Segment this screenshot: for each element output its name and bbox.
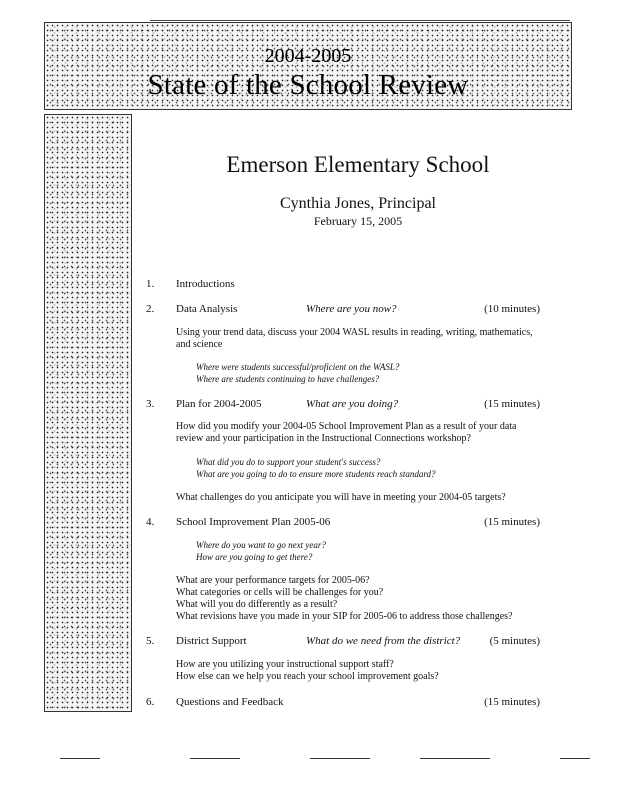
agenda-item-3-challenges: What challenges do you anticipate you will have in meeting your 2004-05 targets? <box>176 492 506 503</box>
decorative-sidebar <box>44 114 132 712</box>
principal-name: Cynthia Jones, Principal <box>280 195 436 212</box>
agenda-item-number: 4. <box>146 516 155 528</box>
agenda-item-label: Data Analysis <box>176 303 238 315</box>
review-date: February 15, 2005 <box>313 214 403 228</box>
agenda-item-question: Where are you now? <box>306 303 397 315</box>
scan-mark <box>310 758 370 759</box>
school-name: Emerson Elementary School <box>226 152 490 177</box>
agenda-item-5-line: How else can we help you reach your school improvement goals? <box>176 671 439 682</box>
agenda-item-question: What are you doing? <box>306 398 399 410</box>
agenda-item-time: (5 minutes) <box>489 635 540 647</box>
agenda-item-4-line: What are your performance targets for 2005-06? <box>176 575 370 586</box>
agenda-item-number: 1. <box>146 278 155 290</box>
banner-year: 2004-2005 <box>264 45 352 67</box>
agenda-item-time: (15 minutes) <box>484 516 540 528</box>
agenda-item-4-line: What categories or cells will be challenges for you? <box>176 587 384 598</box>
agenda-item-number: 3. <box>146 398 155 410</box>
agenda-item-4-prompt: How are you going to get there? <box>196 552 313 562</box>
agenda-item-time: (10 minutes) <box>484 303 540 315</box>
agenda-item-number: 2. <box>146 303 155 315</box>
agenda-item-label: Plan for 2004-2005 <box>176 398 262 410</box>
agenda-item-label: Introductions <box>176 278 235 290</box>
agenda-item-time: (15 minutes) <box>484 398 540 410</box>
agenda-item-time: (15 minutes) <box>484 696 540 708</box>
agenda-item-4-line: What will you do differently as a result? <box>176 599 338 610</box>
agenda-item-4-line: What revisions have you made in your SIP for 2005-06 to address those challenges? <box>176 611 513 622</box>
agenda-item-label: School Improvement Plan 2005-06 <box>176 516 331 528</box>
agenda-item-number: 6. <box>146 696 155 708</box>
agenda-item-2-description: Using your trend data, discuss your 2004 WASL results in reading, writing, mathematics, and science <box>176 327 533 350</box>
agenda-item-3-description: How did you modify your 2004-05 School Improvement Plan as a result of your data review and your participation in the Instructional Connections workshop? <box>176 421 517 444</box>
top-rule <box>150 20 570 21</box>
agenda-item-3-prompt: What did you do to support your student's success? <box>196 457 381 467</box>
scan-mark <box>190 758 240 759</box>
agenda-item-4-prompt: Where do you want to go next year? <box>196 540 326 550</box>
agenda-item-label: District Support <box>176 635 247 647</box>
agenda-item-number: 5. <box>146 635 155 647</box>
title-banner <box>44 22 572 110</box>
agenda-item-question: What do we need from the district? <box>306 635 461 647</box>
scan-mark <box>60 758 100 759</box>
scan-mark <box>560 758 590 759</box>
agenda-item-2-prompt: Where are students continuing to have challenges? <box>196 374 380 384</box>
scan-mark <box>420 758 490 759</box>
agenda-item-2-prompt: Where were students successful/proficient on the WASL? <box>196 362 400 372</box>
agenda-item-3-prompt: What are you going to do to ensure more students reach standard? <box>196 469 436 479</box>
banner-title: State of the School Review <box>147 69 469 101</box>
agenda-item-label: Questions and Feedback <box>176 696 284 708</box>
agenda-item-5-line: How are you utilizing your instructional support staff? <box>176 659 394 670</box>
